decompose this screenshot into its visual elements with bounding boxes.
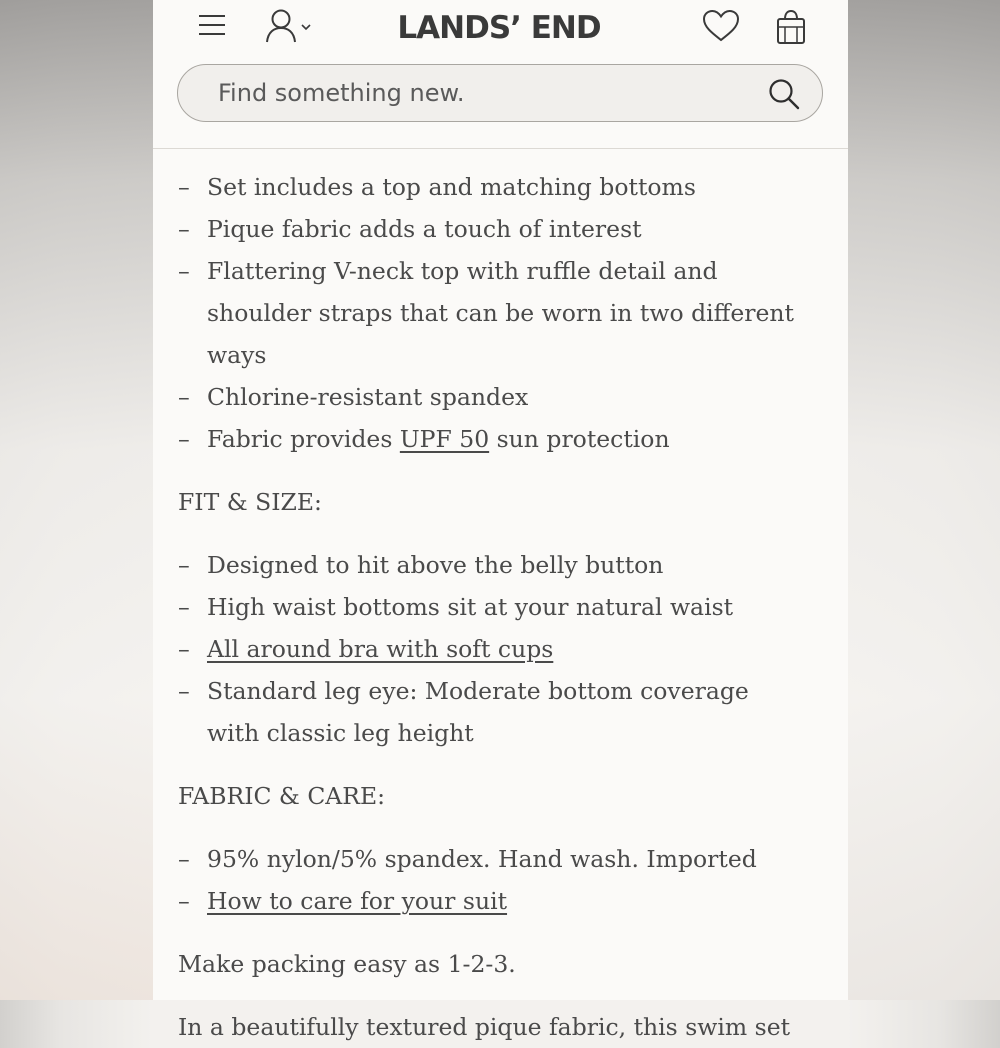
list-item: – Pique fabric adds a touch of interest <box>178 215 642 243</box>
mobile-page <box>153 0 848 1041</box>
background-right <box>848 0 1000 1000</box>
list-item: – Designed to hit above the belly button <box>178 551 664 579</box>
shopping-bag-button[interactable] <box>773 6 809 48</box>
search-input[interactable] <box>218 65 718 121</box>
care-instructions-link[interactable]: How to care for your suit <box>207 887 508 915</box>
hamburger-menu-icon[interactable] <box>195 8 229 42</box>
list-item: – How to care for your suit <box>178 887 508 915</box>
brand-logo[interactable]: LANDS’ END <box>397 10 601 46</box>
product-details <box>153 166 848 1048</box>
upf-50-link[interactable]: UPF 50 <box>399 425 490 453</box>
bra-details-link[interactable]: All around bra with soft cups <box>207 635 554 663</box>
wishlist-button[interactable] <box>701 6 741 46</box>
background-left <box>0 0 153 1000</box>
fit-size-list <box>178 544 818 754</box>
list-item: – Chlorine-resistant spandex <box>178 383 529 411</box>
heart-icon <box>702 9 740 43</box>
shopping-bag-icon <box>775 9 807 45</box>
search-bar <box>177 64 823 122</box>
list-item: – 95% nylon/5% spandex. Hand wash. Imported <box>178 845 757 873</box>
fabric-care-heading: FABRIC & CARE: <box>178 782 386 810</box>
search-icon[interactable] <box>768 78 800 110</box>
tagline: Make packing easy as 1-2-3. <box>178 950 516 978</box>
account-button[interactable] <box>263 6 319 46</box>
user-account-icon <box>265 8 317 44</box>
list-item: – Flattering V-neck top with ruffle detail and shoulder straps that can be worn in two different ways <box>178 257 794 369</box>
list-item: – Fabric provides UPF 50 sun protection <box>178 425 670 453</box>
list-item: – Standard leg eye: Moderate bottom coverage with classic leg height <box>178 677 749 747</box>
feature-list <box>178 166 818 460</box>
fabric-care-list <box>178 838 818 922</box>
description-text: In a beautifully textured pique fabric, this swim set <box>178 1013 791 1041</box>
list-item: – Set includes a top and matching bottoms <box>178 173 696 201</box>
list-item: – All around bra with soft cups <box>178 635 554 663</box>
site-header <box>153 0 848 149</box>
fit-size-heading: FIT & SIZE: <box>178 488 322 516</box>
list-item: – High waist bottoms sit at your natural waist <box>178 593 734 621</box>
